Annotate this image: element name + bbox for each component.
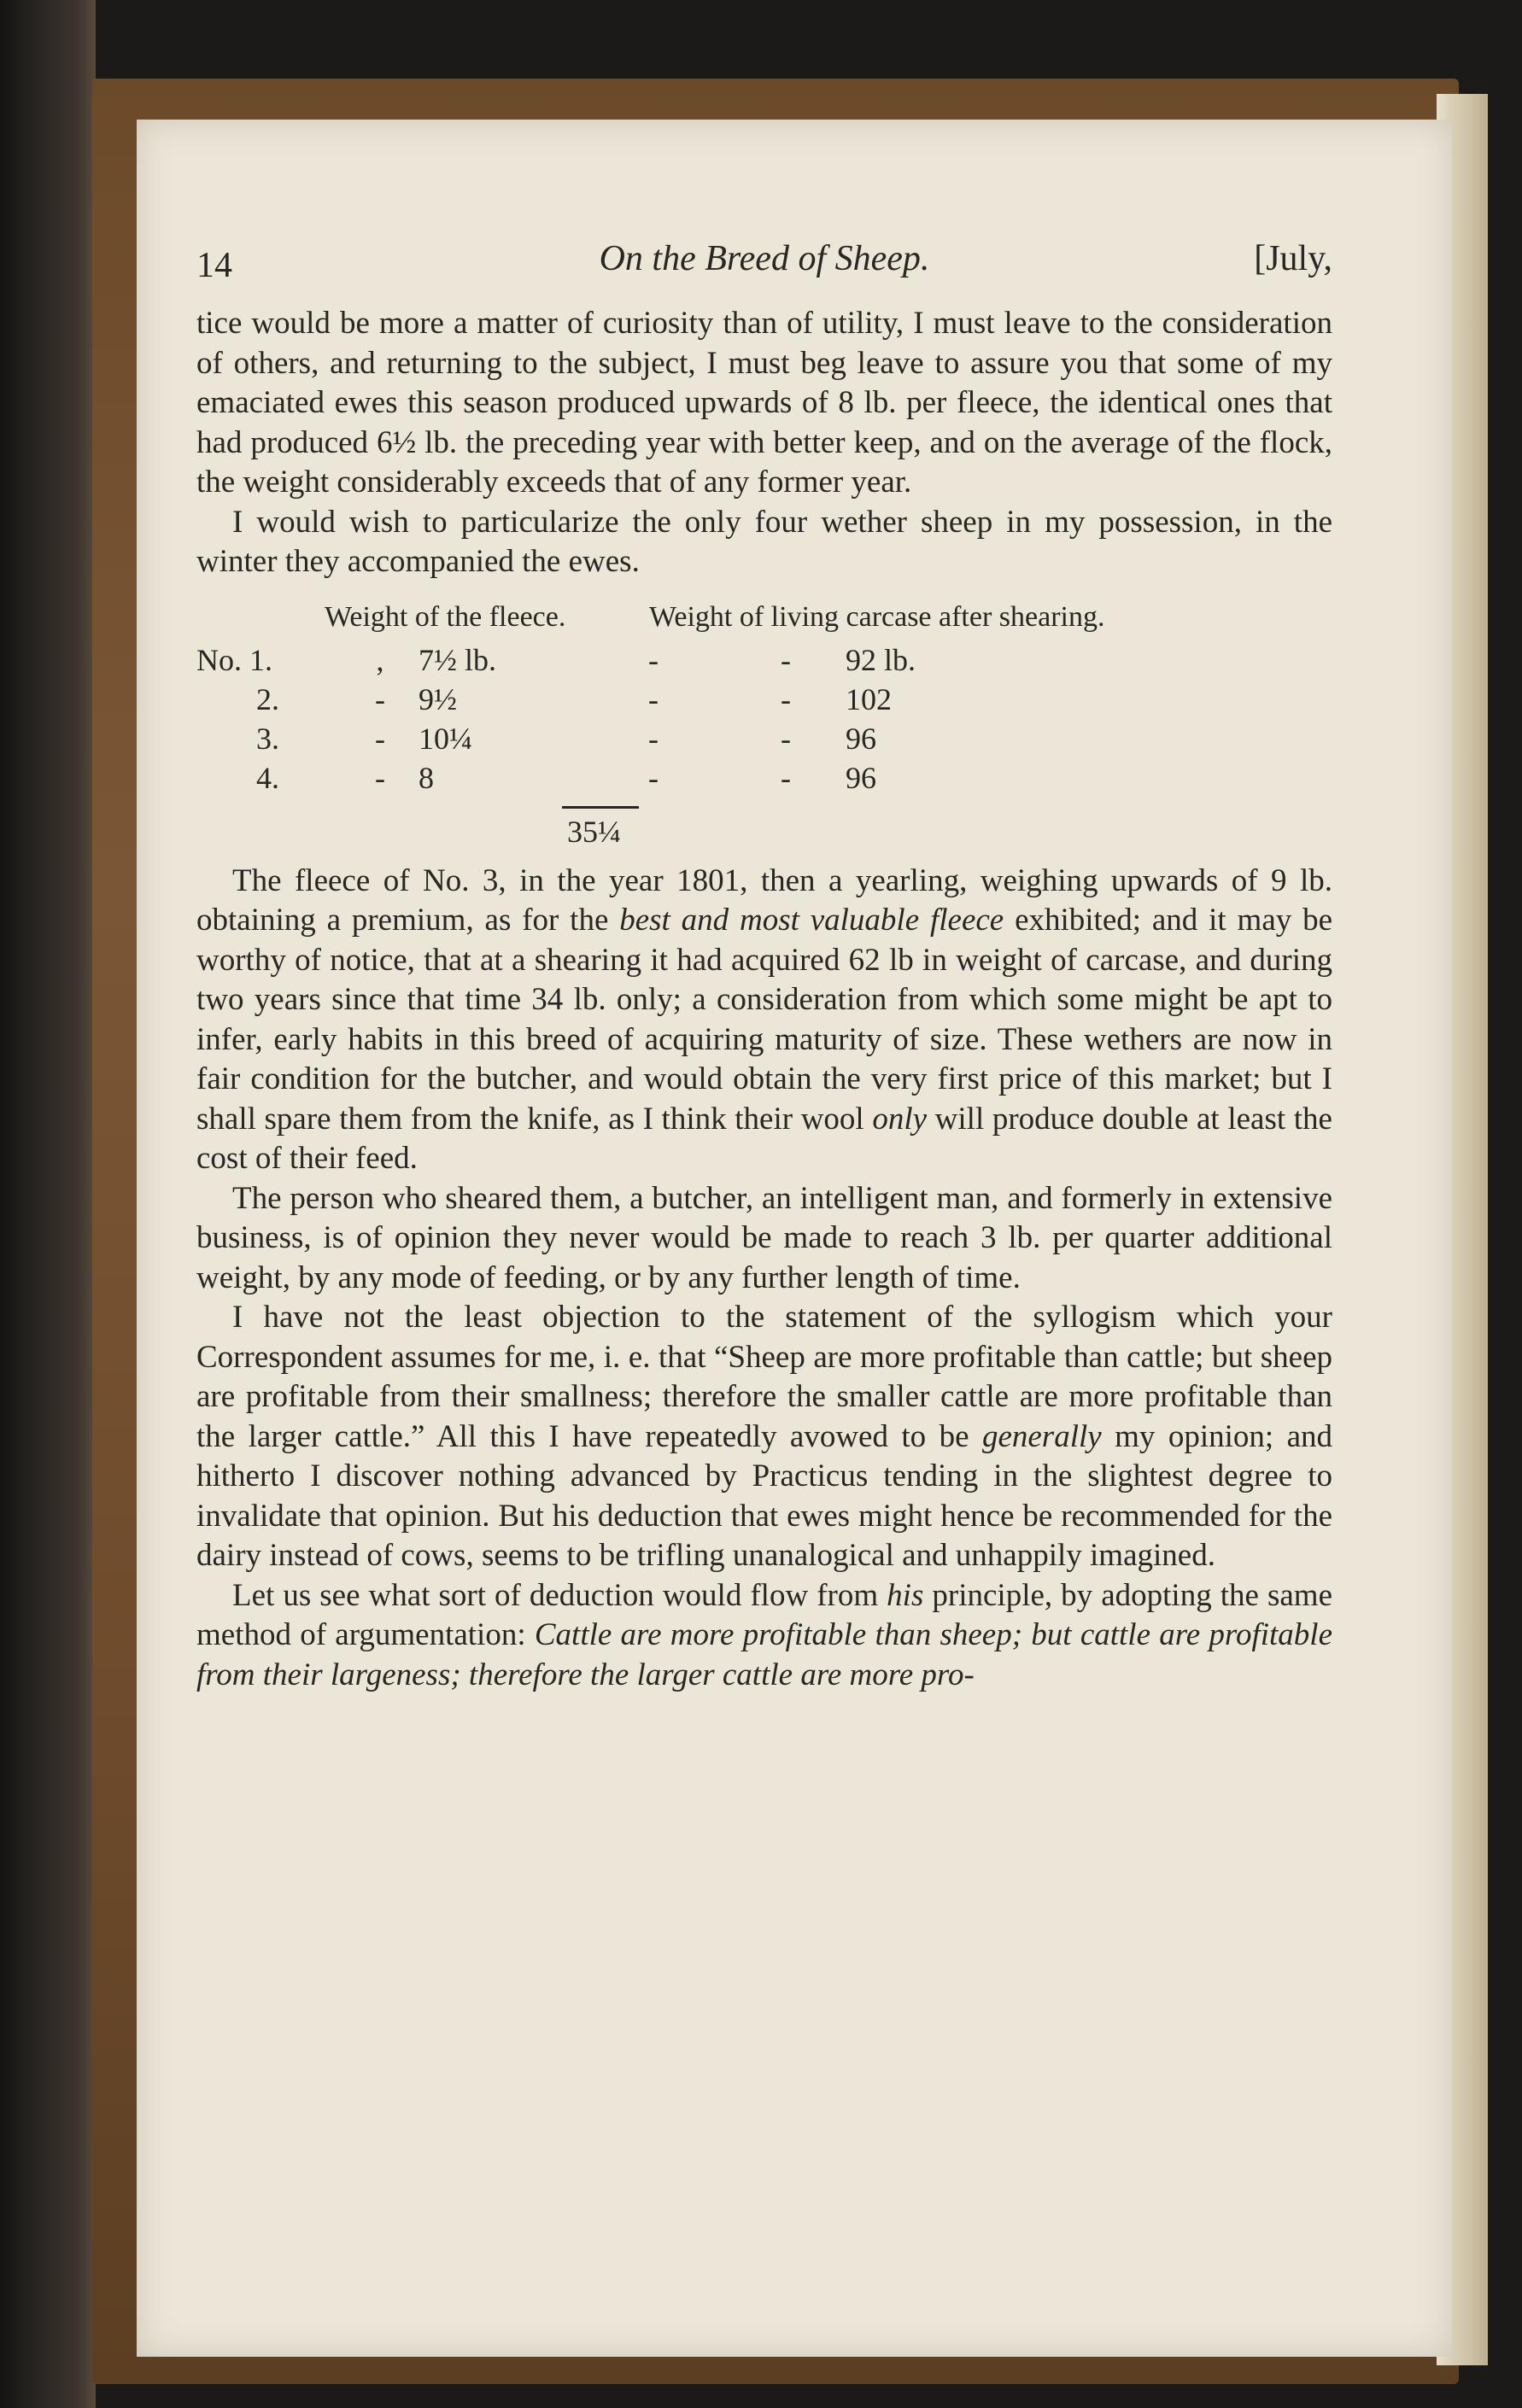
table-dash: - bbox=[648, 760, 659, 795]
carcase-weight: 92 lb. bbox=[846, 642, 916, 677]
carcase-weight: 102 bbox=[846, 681, 892, 716]
paragraph-3-emphasis-2: only bbox=[872, 1101, 928, 1137]
table-dash: - bbox=[781, 681, 791, 716]
page-number: 14 bbox=[196, 246, 232, 285]
paragraph-5-text-a: I have not the least objection to the statement of the syllogism which your Correspondent assumes for me, i. e. that “Sheep are more profitable than cattle; but sheep are profitable from their smallness; therefore the smaller cattle are more profitable than the larger cattle.” All this I have repeatedly avowed to be bbox=[196, 1300, 1332, 1454]
table-dash: - bbox=[781, 721, 791, 756]
sheep-number: 4. bbox=[256, 760, 279, 795]
paragraph-3-text-c: will produce double at least the cost of their feed. bbox=[196, 1101, 1332, 1176]
table-dash: - bbox=[648, 681, 659, 716]
table-dash: - bbox=[375, 721, 385, 756]
paragraph-6 bbox=[196, 1576, 1332, 1696]
table-dash: , bbox=[376, 642, 384, 677]
table-dash: - bbox=[375, 681, 385, 716]
fleece-weight: 7½ lb. bbox=[419, 642, 497, 677]
table-dash: - bbox=[375, 760, 385, 795]
table-dash: - bbox=[781, 642, 791, 677]
paragraph-3-text-b: exhibited; and it may be worthy of notice, that at a shearing it had acquired 62 lb in weight of carcase, and during two years since that time 34 lb. only; a consideration from which some might be apt to infer, early habits in this breed of acquiring maturity of size. These wethers are now in fair condition for the butcher, and would obtain the very first price of this market; but I shall spare them from the knife, as I think their wool bbox=[196, 903, 1332, 1137]
table-dash: - bbox=[648, 721, 659, 756]
table-row bbox=[196, 758, 1332, 798]
running-header bbox=[196, 239, 1332, 294]
running-title: On the Breed of Sheep. bbox=[599, 239, 930, 278]
sheep-number: No. 1. bbox=[196, 642, 272, 677]
sheep-weight-table bbox=[196, 598, 1332, 851]
table-column-headers bbox=[196, 598, 1332, 637]
carcase-weight: 96 bbox=[846, 760, 876, 795]
sheep-number: 2. bbox=[256, 681, 279, 716]
paragraph-5-emphasis: generally bbox=[981, 1418, 1102, 1454]
paragraph-6-text-a: Let us see what sort of deduction would flow from bbox=[232, 1577, 887, 1613]
table-row bbox=[196, 680, 1332, 719]
table-dash: - bbox=[781, 760, 791, 795]
total-rule bbox=[562, 806, 639, 809]
paragraph-6-text-b: principle, by adopting the same method of argumentation: bbox=[196, 1577, 1332, 1652]
sheep-number: 3. bbox=[256, 721, 279, 756]
paragraph-6-emphasis-2: Cattle are more profitable than sheep; but cattle are profitable from their largeness; therefore the larger cattle are more pro- bbox=[196, 1617, 1332, 1692]
paragraph-2: I would wish to particularize the only four wether sheep in my possession, in the winter they accompanied the ewes. bbox=[196, 504, 1332, 579]
column-header-carcase: Weight of living carcase after shearing. bbox=[649, 600, 1105, 633]
paragraph-3-text-a: The fleece of No. 3, in the year 1801, then a yearling, weighing upwards of 9 lb. obtaining a premium, as for the bbox=[196, 862, 1332, 938]
running-date: [July, bbox=[1254, 239, 1332, 278]
paragraph-5-text-b: my opinion; and hitherto I discover nothing advanced by Practicus tending in the slightest degree to invalidate that opinion. But his deduction that ewes might hence be recommended for the dairy instead of cows, seems to be trifling unanalogical and unhappily imagined. bbox=[196, 1418, 1333, 1573]
table-dash: - bbox=[648, 642, 659, 677]
carcase-weight: 96 bbox=[846, 721, 876, 756]
paragraph-4: The person who sheared them, a butcher, an intelligent man, and formerly in extensive business, is of opinion they never would be made to reach 3 lb. per quarter additional weight, by any mode of feeding, or by any further length of time. bbox=[196, 1180, 1332, 1295]
paragraph-1: tice would be more a matter of curiosity than of utility, I must leave to the consideration of others, and returning to the subject, I must beg leave to assure you that some of my emaciated ewes this season produced upwards of 8 lb. per fleece, the identical ones that had produced 6½ lb. the preceding year with better keep, and on the average of the flock, the weight considerably exceeds that of any former year. bbox=[196, 306, 1332, 500]
paragraph-5 bbox=[196, 1298, 1332, 1576]
paragraph-6-emphasis: his bbox=[887, 1577, 924, 1613]
paragraph-3 bbox=[196, 862, 1332, 1179]
fleece-weight: 9½ bbox=[419, 681, 457, 716]
fleece-weight: 8 bbox=[419, 760, 434, 795]
column-header-fleece: Weight of the fleece. bbox=[325, 600, 566, 633]
fleece-total: 35¼ bbox=[567, 814, 621, 849]
paragraph-3-emphasis: best and most valuable fleece bbox=[619, 903, 1004, 938]
table-row bbox=[196, 640, 1332, 680]
table-row bbox=[196, 719, 1332, 758]
book-cover-left bbox=[0, 0, 96, 2408]
fleece-weight: 10¼ bbox=[419, 721, 472, 756]
page-text bbox=[196, 239, 1332, 1695]
